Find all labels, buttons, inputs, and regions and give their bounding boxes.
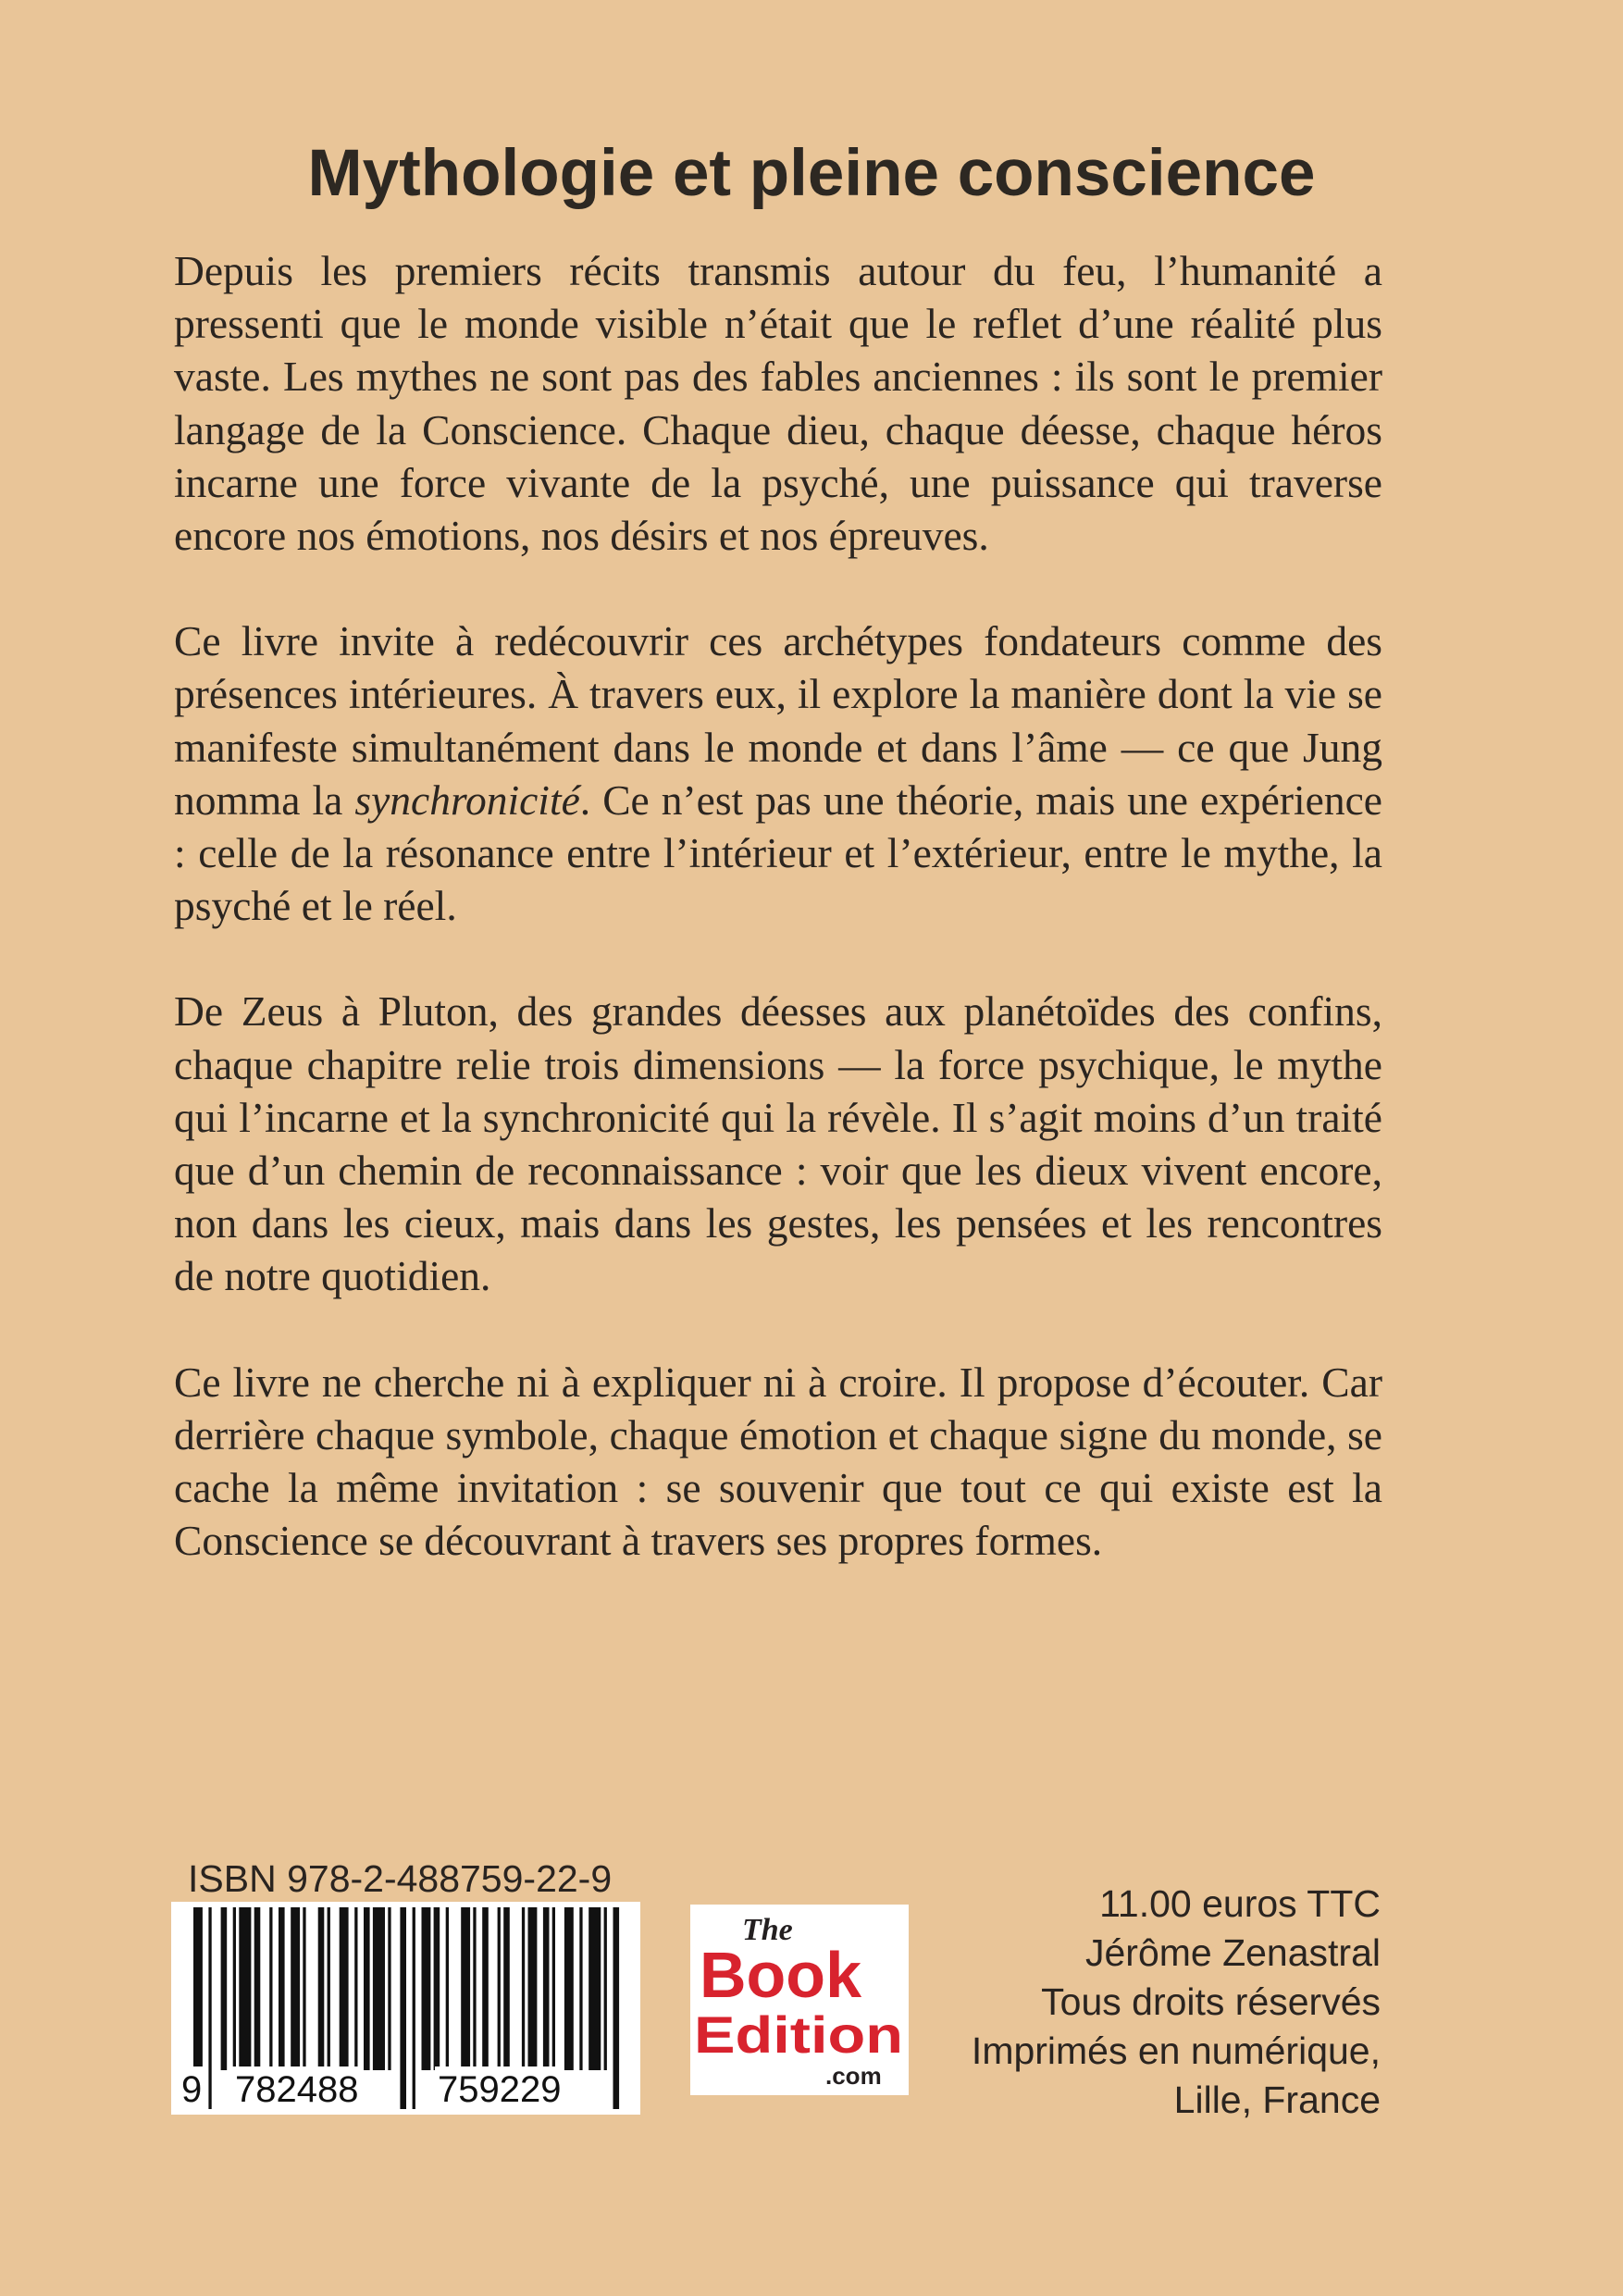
barcode-bar xyxy=(446,1907,449,2070)
barcode-bar xyxy=(434,1907,440,2070)
barcode-bar xyxy=(528,1907,538,2070)
barcode-bar xyxy=(291,1907,300,2070)
blurb-paragraph-3: De Zeus à Pluton, des grandes déesses aux planétoïdes des confins, chaque chapitre relie trois dimensions — la force psychique, le mythe qui l’incarne et la synchronicité qui la révèle. Il s’agit moins d’un traité que d’un chemin de reconnaissance : voir que les dieux vivent encore, non dans les cieux, mais dans les gestes, les pensées et les rencontres de notre quotidien. xyxy=(174,987,1382,1300)
barcode-bar xyxy=(318,1907,325,2070)
barcode-digits-right: 759229 xyxy=(435,2066,564,2113)
barcode-digits-left: 782488 xyxy=(232,2066,361,2113)
logo-com-text: .com xyxy=(825,2062,882,2090)
barcode-bar xyxy=(328,1907,330,2070)
logo-the-text: The xyxy=(742,1913,793,1947)
book-title: Mythologie et pleine conscience xyxy=(307,137,1316,210)
barcode-bar xyxy=(279,1907,285,2070)
barcode-bar xyxy=(269,1907,272,2070)
barcode-bar xyxy=(221,1907,228,2070)
barcode-bar xyxy=(354,1907,357,2070)
barcode-bar xyxy=(552,1907,555,2070)
blurb-paragraph-4: Ce livre ne cherche ni à expliquer ni à croire. Il propose d’écouter. Car derrière chaque symbole, chaque émotion et chaque signe du monde, se cache la même invitation : se souvenir que tout ce qui existe est la Conscience se découvrant à travers ses propres formes. xyxy=(174,1358,1382,1565)
barcode-bar xyxy=(364,1907,370,2070)
barcode-bar xyxy=(498,1907,501,2070)
barcode-digits xyxy=(171,2066,640,2113)
barcode-bar xyxy=(522,1907,525,2070)
logo-edition-text: Edition xyxy=(694,2005,903,2064)
barcode-bar xyxy=(604,1907,607,2070)
printing-notice: Imprimés en numérique, xyxy=(971,2029,1381,2072)
blurb-paragraph-2 xyxy=(174,614,1382,932)
synchronicite-emphasis: synchronicité xyxy=(354,776,580,824)
barcode-bar xyxy=(388,1907,390,2070)
price: 11.00 euros TTC xyxy=(1099,1882,1381,1925)
barcode-bar xyxy=(461,1907,470,2070)
isbn-barcode xyxy=(171,1902,640,2115)
barcode-bar xyxy=(233,1907,236,2070)
barcode-bar xyxy=(473,1907,476,2070)
barcode-bar xyxy=(340,1907,349,2070)
barcode-bar xyxy=(373,1907,385,2070)
barcode-bar xyxy=(588,1907,601,2070)
barcode-bar xyxy=(254,1907,261,2070)
barcode-digit-first: 9 xyxy=(179,2066,204,2113)
logo-graphic xyxy=(690,1905,909,2095)
barcode-bar xyxy=(482,1907,489,2070)
barcode-bar xyxy=(239,1907,251,2070)
printing-location: Lille, France xyxy=(1173,2079,1381,2121)
blurb-paragraph-1: Depuis les premiers récits transmis autour du feu, l’humanité a pressenti que le monde visible n’était que le reflet d’une réalité plus vaste. Les mythes ne sont pas des fables anciennes : ils sont le premier langage de la Conscience. Chaque dieu, chaque déesse, chaque héros incarne une force vivante de la psyché, une puissance qui traverse encore nos émotions, nos désirs et nos épreuves. xyxy=(174,247,1382,560)
rights-notice: Tous droits réservés xyxy=(1041,1980,1381,2023)
barcode-bar xyxy=(564,1907,574,2070)
isbn-label: ISBN 978-2-488759-22-9 xyxy=(188,1857,613,1900)
barcode-bar xyxy=(579,1907,582,2070)
author-name: Jérôme Zenastral xyxy=(1084,1931,1381,1974)
publication-info xyxy=(972,1880,1381,2125)
blurb-paragraph-2-end: . Ce n’est pas une théorie, mais une expérience : celle de la résonance entre l’intérieur et l’extérieur, entre le mythe, la psyché et le réel. xyxy=(174,776,1382,930)
barcode-bar xyxy=(303,1907,305,2070)
barcode-bar xyxy=(422,1907,431,2070)
blurb-paragraph-2-start: Ce livre invite à redécouvrir ces archétypes fondateurs comme des présences intérieures. À travers eux, il explore la manière dont la vie se manifeste simultanément dans le monde et dans l’âme — ce que Jung nomma la xyxy=(174,617,1382,824)
barcode-bar xyxy=(503,1907,510,2070)
logo-book-text: Book xyxy=(700,1939,861,2011)
back-cover-blurb xyxy=(174,244,1382,1567)
barcode-bar xyxy=(543,1907,550,2070)
thebookedition-logo xyxy=(690,1905,909,2095)
